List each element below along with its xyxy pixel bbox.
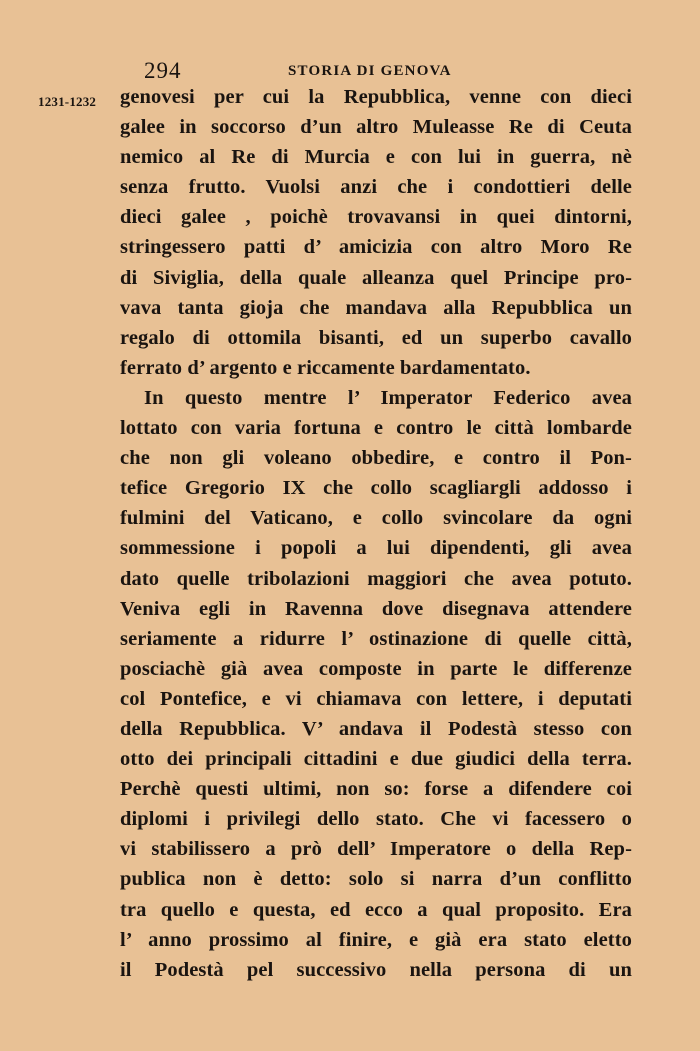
text-line: lottato con varia fortuna e contro le città lombarde <box>120 417 632 440</box>
body-text <box>120 82 632 985</box>
text-line: seriamente a ridurre l’ ostinazione di quelle città, <box>120 627 632 650</box>
margin-date-note: 1231-1232 <box>38 94 97 109</box>
text-line: l’ anno prossimo al finire, e già era stato eletto <box>120 928 632 951</box>
text-line: che non gli voleano obbedire, e contro il Pon- <box>120 447 632 470</box>
text-line: stringessero patti d’ amicizia con altro Moro Re <box>120 236 632 259</box>
text-line: regalo di ottomila bisanti, ed un superbo cavallo <box>120 326 632 349</box>
page-number: 294 <box>144 58 182 83</box>
page-header <box>118 57 632 85</box>
text-line: otto dei principali cittadini e due giudici della terra. <box>120 748 632 771</box>
text-line: vava tanta gioja che mandava alla Repubblica un <box>120 296 632 319</box>
text-line: fulmini del Vaticano, e collo svincolare da ogni <box>120 507 632 530</box>
text-line: galee in soccorso d’un altro Muleasse Re di Ceuta <box>120 116 632 139</box>
text-line: publica non è detto: solo si narra d’un conflitto <box>120 868 632 891</box>
text-line: Perchè questi ultimi, non so: forse a difendere coi <box>120 778 632 801</box>
text-line: dato quelle tribolazioni maggiori che avea potuto. <box>120 567 632 590</box>
text-line: posciachè già avea composte in parte le differenze <box>120 657 632 680</box>
text-line: nemico al Re di Murcia e con lui in guerra, nè <box>120 146 632 169</box>
text-line: tefice Gregorio IX che collo scagliargli addosso i <box>120 477 632 500</box>
text-line: di Siviglia, della quale alleanza quel Principe pro- <box>120 266 632 289</box>
text-line: senza frutto. Vuolsi anzi che i condottieri delle <box>120 176 632 199</box>
text-line: In questo mentre l’ Imperator Federico avea <box>144 386 632 409</box>
text-line: dieci galee , poichè trovavansi in quei dintorni, <box>120 206 632 229</box>
text-line: col Pontefice, e vi chiamava con lettere, i deputati <box>120 687 632 710</box>
text-line: della Repubblica. V’ andava il Podestà stesso con <box>120 717 632 740</box>
text-line: vi stabilissero a prò dell’ Imperatore o della Rep- <box>120 838 632 861</box>
text-line: tra quello e questa, ed ecco a qual proposito. Era <box>120 898 632 921</box>
text-line: sommessione i popoli a lui dipendenti, gli avea <box>120 537 632 560</box>
text-line: ferrato d’ argento e riccamente bardamentato. <box>120 356 531 379</box>
text-line: diplomi i privilegi dello stato. Che vi facessero o <box>120 808 632 831</box>
text-line: Veniva egli in Ravenna dove disegnava attendere <box>120 597 632 620</box>
text-line: il Podestà pel successivo nella persona di un <box>120 958 632 981</box>
running-title: STORIA DI GENOVA <box>288 63 452 79</box>
text-line: genovesi per cui la Repubblica, venne con dieci <box>120 86 632 108</box>
